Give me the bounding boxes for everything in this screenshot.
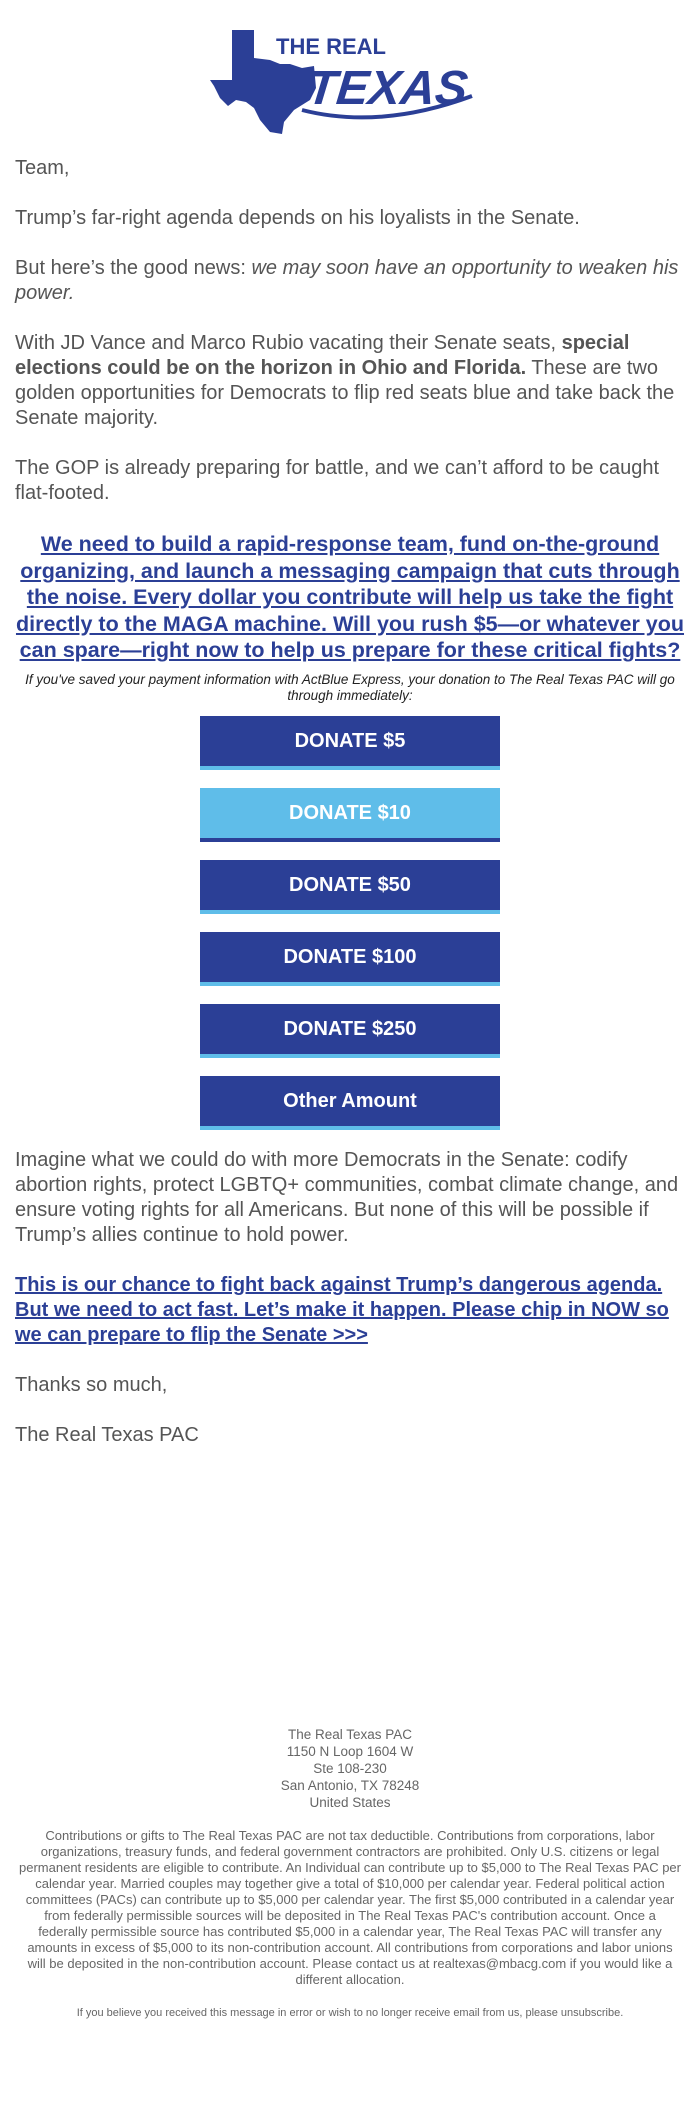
donate-5-label: DONATE $5 [294, 729, 406, 752]
footer-street: 1150 N Loop 1604 W [286, 1744, 414, 1759]
donate-250-button[interactable] [200, 1004, 500, 1058]
donate-50-label: DONATE $50 [289, 873, 411, 896]
paragraph-1: Trump’s far-right agenda depends on his loyalists in the Senate. [15, 207, 580, 229]
logo-line-texas: TEXAS [304, 61, 471, 115]
cta-paragraph [15, 1273, 685, 1348]
paragraph-4: The GOP is already preparing for battle, and we can’t afford to be caught flat-footed. [15, 457, 660, 504]
headline-callout [0, 531, 700, 664]
signature: The Real Texas PAC [15, 1423, 199, 1446]
donate-100-label: DONATE $100 [283, 945, 417, 968]
other-amount-button[interactable] [200, 1076, 500, 1130]
greeting: Team, [15, 157, 70, 179]
donate-100-button[interactable] [200, 932, 500, 986]
paragraph-5: Imagine what we could do with more Democrats in the Senate: codify abortion rights, protect LGBTQ+ communities, combat climate change, and ensure voting rights for all Americans. But none of this will be possible if Trump’s allies continue to hold power. [15, 1148, 679, 1246]
other-amount-label: Other Amount [283, 1089, 417, 1112]
donate-10-label: DONATE $10 [289, 801, 411, 824]
paragraph-3 [15, 331, 685, 431]
paragraph-3-lead: With JD Vance and Marco Rubio vacating their Senate seats, [15, 332, 562, 354]
mailing-address [0, 1726, 700, 1811]
donate-50-button[interactable] [200, 860, 500, 914]
unsubscribe-notice[interactable]: If you believe you received this message in error or wish to no longer receive email from us, please unsubscribe. [76, 2007, 624, 2019]
flip-senate-link[interactable]: This is our chance to fight back against Trump’s dangerous agenda. But we need to act fast. Let’s make it happen. Please chip in NOW so we can prepare to flip the Senate >>> [15, 1273, 669, 1346]
paragraph-3-tail: These are two golden opportunities for Democrats to flip red seats blue and take back the Senate majority. [15, 357, 675, 429]
donation-buttons [200, 716, 500, 1130]
donate-10-button[interactable] [200, 788, 500, 842]
donate-5-button[interactable] [200, 716, 500, 770]
sign-off: Thanks so much, [15, 1373, 168, 1396]
logo-line-the-real: THE REAL [276, 34, 386, 59]
paragraph-2-emphasis: we may soon have an opportunity to weaken his power. [15, 257, 679, 304]
legal-disclaimer: Contributions or gifts to The Real Texas PAC are not tax deductible. Contributions from corporations, labor organizations, treasury funds, and federal government contractors are prohibited. Only U.S. citizens or legal permanent residents are eligible to contribute. An Individual can contribute up to $5,000 to The Real Texas PAC per calendar year. Married couples may together give a total of $10,000 per calendar year. Federal political action committees (PACs) can contribute up to $5,000 per calendar year. The first $5,000 contributed in a calendar year from federally permissible sources will be deposited in The Real Texas PAC's contribution account. Once a federally permissible source has contributed $5,000 in a calendar year, The Real Texas PAC will transfer any amounts in excess of $5,000 to its non-contribution account. All contributions from corporations and labor unions will be deposited in the non-contribution account. Please contact us at realtexas@mbacg.com if you would like a different allocation. [19, 1828, 681, 1987]
footer-suite: Ste 108-230 [313, 1761, 387, 1776]
email-footer [0, 1726, 700, 2020]
paragraph-2-lead: But here’s the good news: [15, 257, 252, 279]
paragraph-3-bold: special elections could be on the horizon in Ohio and Florida. [15, 332, 630, 379]
actblue-express-note: If you've saved your payment information with ActBlue Express, your donation to The Real Texas PAC will go through immediately: [25, 671, 675, 703]
email-body-continued [0, 1148, 700, 1448]
footer-org-name: The Real Texas PAC [287, 1727, 413, 1742]
headline-donate-link[interactable]: We need to build a rapid-response team, fund on-the-ground organizing, and launch a messaging campaign that cuts through the noise. Every dollar you contribute will help us take the fight directly to the MAGA machine. Will you rush $5—or whatever you can spare—right now to help us prepare for these critical fights? [15, 532, 685, 662]
the-real-texas-logo [210, 26, 490, 136]
email-body [0, 156, 700, 506]
donate-250-label: DONATE $250 [283, 1017, 417, 1040]
paragraph-2 [15, 256, 685, 306]
footer-country: United States [309, 1795, 391, 1810]
footer-city: San Antonio, TX 78248 [280, 1778, 420, 1793]
